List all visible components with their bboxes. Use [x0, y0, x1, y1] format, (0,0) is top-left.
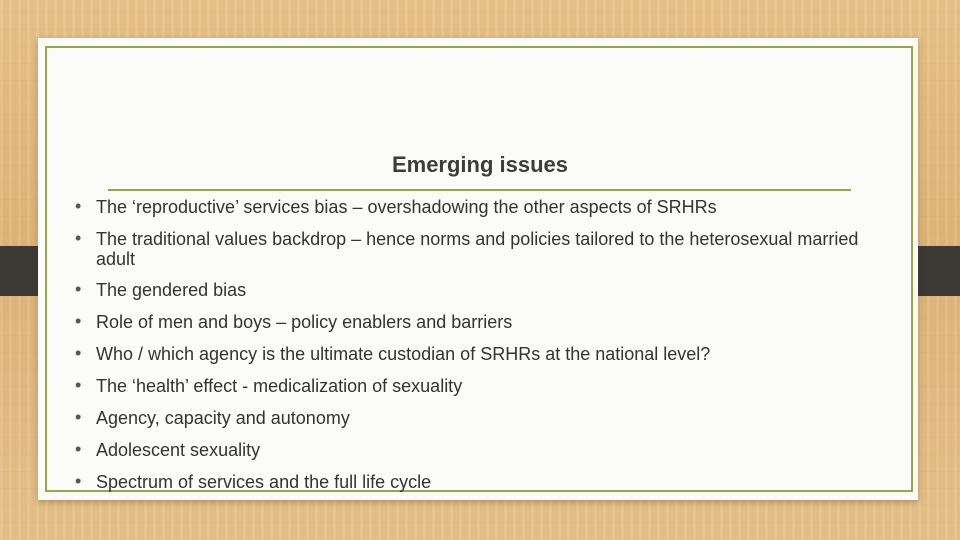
title-rule: [108, 189, 851, 191]
bullet-dot-icon: •: [75, 311, 82, 331]
bullet-text: The gendered bias: [96, 280, 247, 300]
bullet-text: Spectrum of services and the full life cycle: [96, 472, 432, 492]
bullet-text: Role of men and boys – policy enablers and barriers: [96, 312, 513, 332]
bullet-dot-icon: •: [75, 439, 82, 459]
bullet-item: [75, 311, 885, 343]
slide-title: Emerging issues: [391, 152, 569, 177]
bullet-list: [75, 196, 885, 503]
bullet-item: [75, 439, 885, 471]
bullet-text: Adolescent sexuality: [96, 440, 261, 460]
bullet-dot-icon: •: [75, 228, 82, 248]
bullet-item: [75, 407, 885, 439]
bullet-dot-icon: •: [75, 407, 82, 427]
bullet-item: [75, 471, 885, 503]
bullet-item: [75, 279, 885, 311]
bullet-item: [75, 196, 885, 228]
bullet-text: The traditional values backdrop – hence norms and policies tailored to the heterosexual married adult: [96, 229, 859, 269]
bullet-dot-icon: •: [75, 471, 82, 491]
bullet-dot-icon: •: [75, 343, 82, 363]
bullet-text: Who / which agency is the ultimate custodian of SRHRs at the national level?: [96, 344, 711, 364]
bullet-text: The ‘reproductive’ services bias – overshadowing the other aspects of SRHRs: [96, 197, 717, 217]
bullet-item: [75, 375, 885, 407]
bullet-dot-icon: •: [75, 279, 82, 299]
bullet-text: The ‘health’ effect - medicalization of sexuality: [96, 376, 463, 396]
bullet-dot-icon: •: [75, 196, 82, 216]
bullet-text: Agency, capacity and autonomy: [96, 408, 350, 428]
left-side-tab: [0, 246, 40, 296]
bullet-item: [75, 343, 885, 375]
bullet-dot-icon: •: [75, 375, 82, 395]
bullet-item: [75, 228, 885, 279]
